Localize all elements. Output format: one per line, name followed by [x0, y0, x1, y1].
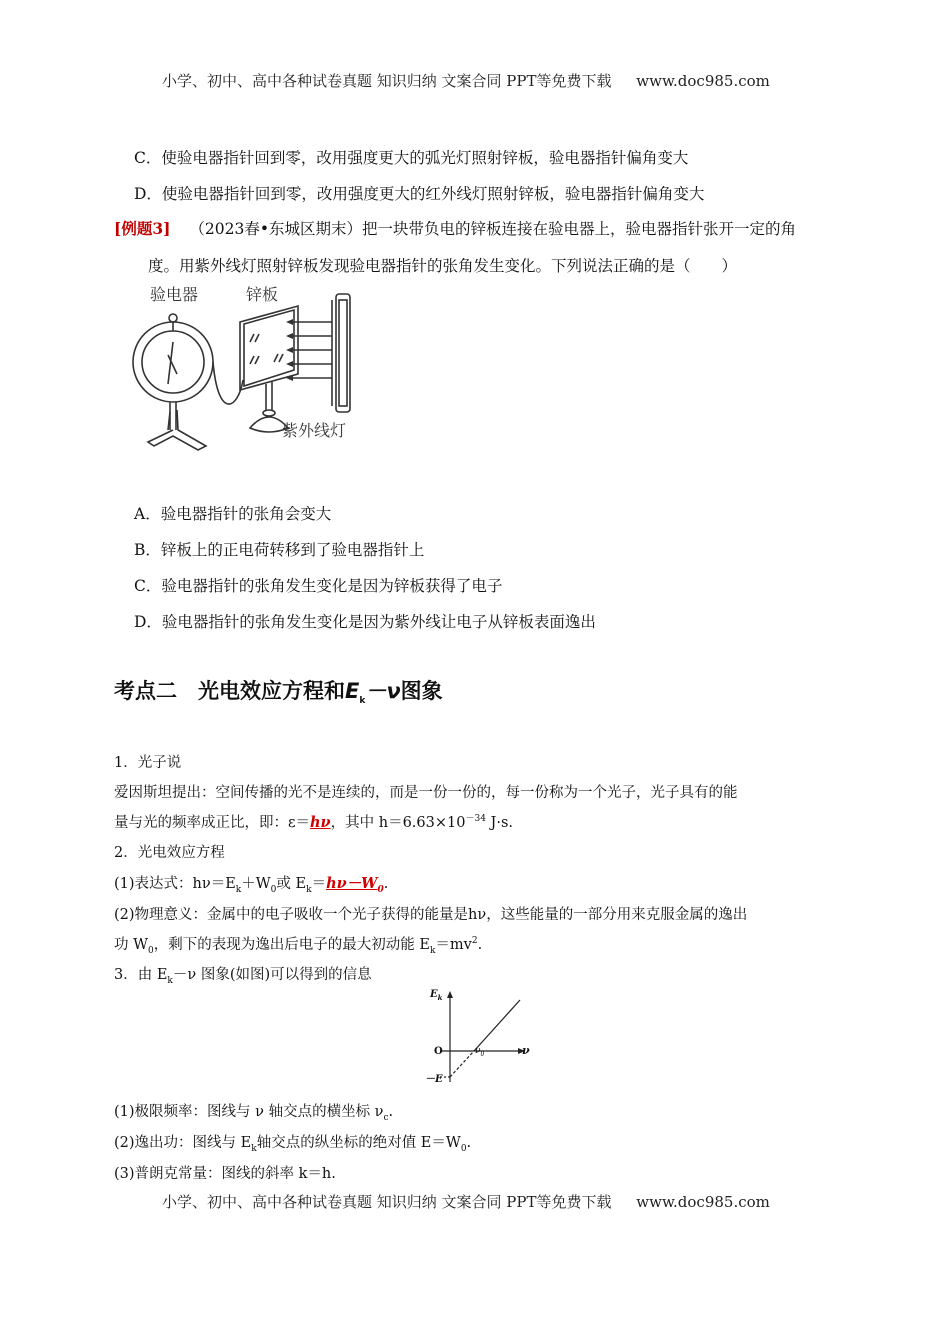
section-title-prefix: 考点二 光电效应方程和 — [114, 679, 345, 703]
section-title — [114, 675, 443, 706]
footer-text: 小学、初中、高中各种试卷真题 知识归纳 文案合同 PPT等免费下载 — [162, 1193, 612, 1211]
option-b[interactable]: B．锌板上的正电荷转移到了验电器指针上 — [134, 541, 425, 559]
s1-paragraph-1: 爱因斯坦提出：空间传播的光不是连续的，而是一份一份的，每一份称为一个光子，光子具有的能 — [114, 785, 738, 801]
s2-heading: 2．光电效应方程 — [114, 845, 225, 861]
example3-line1: （2023春•东城区期末）把一块带负电的锌板连接在验电器上，验电器指针张开一定的角 — [189, 220, 796, 238]
s3-heading: 3．由 $E_k-\nu$ 图象(如图)可以得到的信息 — [114, 967, 372, 986]
header-text: 小学、初中、高中各种试卷真题 知识归纳 文案合同 PPT等免费下载 — [162, 72, 612, 90]
label-uv-lamp: 紫外线灯 — [282, 421, 347, 440]
option-a[interactable]: A．验电器指针的张角会变大 — [134, 505, 332, 523]
prev-option-d: D．使验电器指针回到零，改用强度更大的红外线灯照射锌板，验电器指针偏角变大 — [134, 185, 705, 203]
label-zinc-plate: 锌板 — [246, 285, 279, 304]
s1-heading: 1．光子说 — [114, 755, 182, 771]
prev-option-c: C．使验电器指针回到零，改用强度更大的弧光灯照射锌板，验电器指针偏角变大 — [134, 149, 689, 167]
label-electroscope: 验电器 — [150, 285, 199, 304]
graph-origin: O — [434, 1046, 443, 1057]
section-title-nu: －ν — [365, 679, 401, 703]
s2-line-3: 功 $W_0$，剩下的表现为逸出后电子的最大初动能 $E_k=mv^2$. — [114, 936, 483, 956]
page-footer — [162, 1191, 770, 1212]
header-site[interactable]: www.doc985.com — [636, 72, 770, 90]
s2-line-1: (1)表达式：$h\nu=E_k+W_0$或 $E_k=h\nu-W_0$. — [114, 875, 389, 895]
apparatus-figure — [128, 280, 398, 470]
section-title-suffix: 图象 — [400, 679, 443, 703]
answer-hv-w0: $h\nu-W_0$ — [326, 875, 384, 895]
ek-nu-graph — [422, 986, 532, 1084]
s3-item-3: (3)普朗克常量：图线的斜率 k＝h. — [114, 1166, 336, 1182]
graph-x-label: ν — [522, 1044, 530, 1057]
option-c[interactable]: C．验电器指针的张角发生变化是因为锌板获得了电子 — [134, 577, 503, 595]
apparatus-drawing — [128, 280, 398, 470]
page-header — [162, 70, 770, 91]
footer-site[interactable]: www.doc985.com — [636, 1193, 770, 1211]
answer-hv: hν — [310, 814, 331, 831]
section-title-e: E — [345, 679, 360, 703]
s3-item-2: (2)逸出功：图线与 $E_k$轴交点的纵坐标的绝对值 $E=W_0$. — [114, 1135, 472, 1154]
graph-y-label: $E_k$ — [430, 989, 443, 1002]
s3-item-1: (1)极限频率：图线与 ν 轴交点的横坐标 $\nu_c$. — [114, 1104, 394, 1123]
s2-line-2: (2)物理意义：金属中的电子吸收一个光子获得的能量是hν，这些能量的一部分用来克服金属的逸出 — [114, 907, 748, 923]
example3-stem-line1 — [114, 217, 796, 239]
graph-x-intercept: $\nu_0$ — [475, 1046, 485, 1058]
section-title-k: k — [359, 696, 366, 707]
graph-y-intercept: －E — [425, 1074, 443, 1085]
example-tag: [例题3] — [114, 219, 171, 238]
example3-stem-line2: 度。用紫外线灯照射锌板发现验电器指针的张角发生变化。下列说法正确的是（ ） — [148, 257, 738, 275]
s1-paragraph-2: 量与光的频率成正比，即：ε＝hν，其中 $h=6.63\times 10^{-34}$ J·s. — [114, 814, 514, 831]
option-d[interactable]: D．验电器指针的张角发生变化是因为紫外线让电子从锌板表面逸出 — [134, 613, 596, 631]
